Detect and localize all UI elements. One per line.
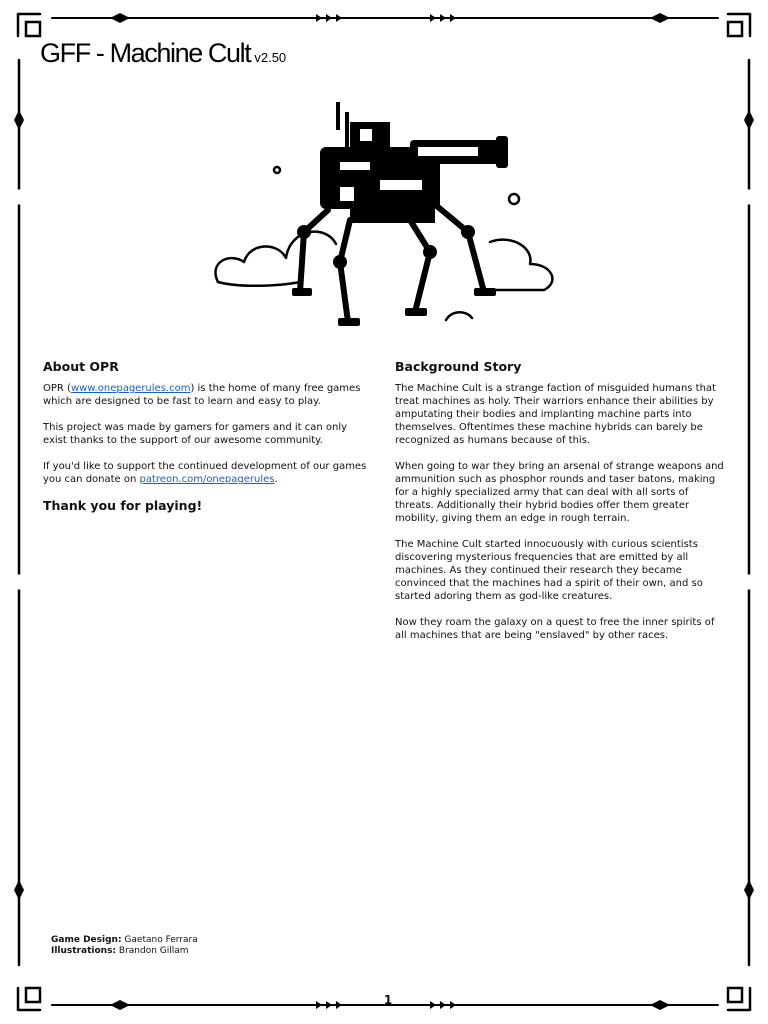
about-paragraph-2: This project was made by gamers for gamers and it can only exist thanks to the support of our awesome community. <box>43 422 348 446</box>
machine-walker-illustration <box>200 92 570 332</box>
version-label: v2.50 <box>254 50 287 65</box>
about-p3-before: If you'd like to support the continued development of our games you can donate on <box>43 461 367 485</box>
onepagerules-link[interactable]: www.onepagerules.com <box>70 383 191 394</box>
about-p1-before: OPR ( <box>43 383 71 394</box>
about-p3-after: . <box>274 474 278 485</box>
illustrations-label: Illustrations: <box>51 946 117 956</box>
story-paragraph: The Machine Cult is a strange faction of misguided humans that treat machines as holy. Their warriors enhance their abilities by amputating their bodies and implanting machine parts into themselves. Oftentimes these machine hybrids can barely be recognized as humans because of this. <box>395 383 716 446</box>
about-paragraph-3 <box>43 460 368 486</box>
story-heading: Background Story <box>395 359 522 374</box>
title-text: GFF - Machine Cult <box>40 38 251 68</box>
page-title <box>40 38 286 69</box>
about-p1-after: ) is the home of many free games which are designed to be fast to learn and easy to play. <box>43 383 361 407</box>
story-paragraph: When going to war they bring an arsenal of strange weapons and ammunition such as phosphor rounds and taser batons, making for a highly specialized army that can deal with all sorts of threats. Additionally their hybrid bodies offer them greater mobility, giving them an edge in rough terrain. <box>395 461 724 524</box>
about-heading: About OPR <box>43 359 119 374</box>
credits <box>51 935 198 957</box>
patreon-link[interactable]: patreon.com/onepagerules <box>139 474 275 485</box>
credit-design <box>51 935 198 946</box>
story-paragraph: The Machine Cult started innocuously with curious scientists discovering mysterious frequencies that are emitted by all machines. As they continued their research they became convinced that the machines had a spirit of their own, and so started adoring them as god-like creatures. <box>395 539 703 602</box>
about-section <box>43 360 368 512</box>
illustrations-name: Brandon Gillam <box>118 946 189 956</box>
thank-you-text: Thank you for playing! <box>43 498 203 513</box>
story-section <box>395 360 725 655</box>
design-label: Game Design: <box>51 935 122 945</box>
story-paragraph: Now they roam the galaxy on a quest to free the inner spirits of all machines that are being "enslaved" by other races. <box>395 617 715 641</box>
design-name: Gaetano Ferrara <box>124 935 198 945</box>
credit-illustrations <box>51 946 198 957</box>
about-paragraph-1 <box>43 382 368 408</box>
page-number: 1 <box>383 993 393 1007</box>
